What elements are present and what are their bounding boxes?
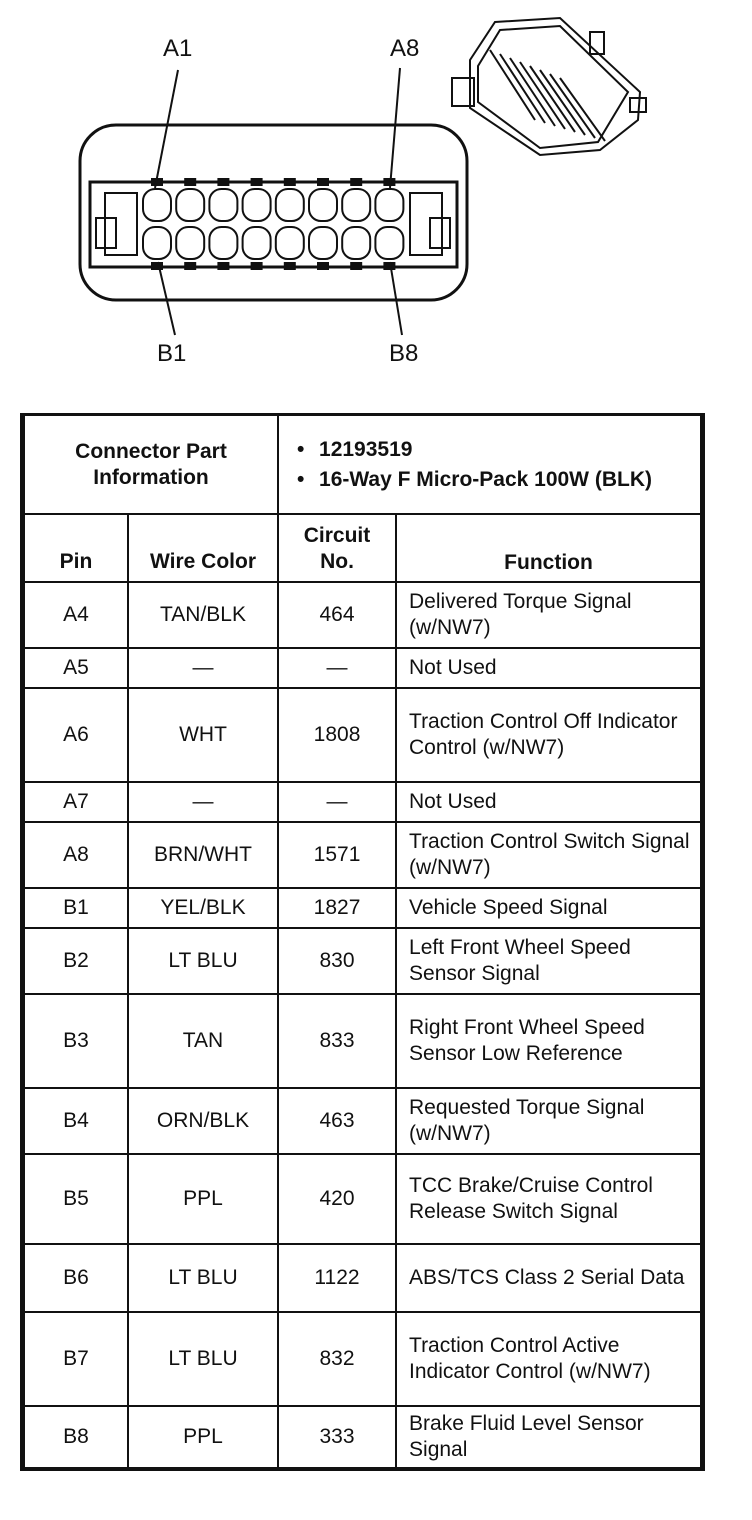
cavity-bottom-5 (276, 227, 304, 259)
latch-top-3 (217, 178, 229, 186)
pin-cell: A4 (24, 582, 128, 648)
function-cell: Vehicle Speed Signal (396, 888, 701, 928)
wire-color-cell: ORN/BLK (128, 1088, 278, 1154)
latch-bottom-5 (284, 262, 296, 270)
latch-top-5 (284, 178, 296, 186)
latch-top-4 (251, 178, 263, 186)
latch-bottom-7 (350, 262, 362, 270)
table-row (24, 928, 701, 994)
column-header-pin: Pin (24, 514, 128, 582)
circuit-no-cell: 1808 (278, 688, 396, 782)
cavity-top-1 (143, 189, 171, 221)
pin-label-a1: A1 (163, 35, 193, 62)
wire-color-cell: YEL/BLK (128, 888, 278, 928)
circuit-no-cell: 333 (278, 1406, 396, 1468)
pin-cell: B4 (24, 1088, 128, 1154)
cavity-top-7 (342, 189, 370, 221)
wire-color-cell: PPL (128, 1154, 278, 1244)
connector-part-info-values (278, 416, 701, 514)
function-cell: Brake Fluid Level Sensor Signal (396, 1406, 701, 1468)
circuit-no-cell: 1827 (278, 888, 396, 928)
wire-color-cell: PPL (128, 1406, 278, 1468)
function-cell: Right Front Wheel Speed Sensor Low Reference (396, 994, 701, 1088)
circuit-no-cell: 463 (278, 1088, 396, 1154)
pin-cell: A7 (24, 782, 128, 822)
circuit-no-cell: — (278, 648, 396, 688)
pin-cell: B6 (24, 1244, 128, 1312)
column-header-row (24, 514, 701, 582)
cavity-bottom-8 (375, 227, 403, 259)
connector-description: • 16-Way F Micro-Pack 100W (BLK) (319, 467, 692, 493)
circuit-no-cell: 830 (278, 928, 396, 994)
table-row (24, 1154, 701, 1244)
connector-diagram (0, 0, 752, 400)
latch-top-6 (317, 178, 329, 186)
pin-cell: B1 (24, 888, 128, 928)
cavity-top-2 (176, 189, 204, 221)
table-row (24, 648, 701, 688)
wire-color-cell: TAN/BLK (128, 582, 278, 648)
function-cell: Delivered Torque Signal (w/NW7) (396, 582, 701, 648)
cavity-top-8 (375, 189, 403, 221)
column-header-wire-color: Wire Color (128, 514, 278, 582)
cavity-bottom-3 (209, 227, 237, 259)
circuit-no-cell: — (278, 782, 396, 822)
pin-cell: A8 (24, 822, 128, 888)
wire-color-cell: TAN (128, 994, 278, 1088)
wire-color-cell: WHT (128, 688, 278, 782)
function-cell: Not Used (396, 782, 701, 822)
circuit-no-cell: 1571 (278, 822, 396, 888)
cavity-top-5 (276, 189, 304, 221)
function-cell: Traction Control Off Indicator Control (w/NW7) (396, 688, 701, 782)
cavity-bottom-1 (143, 227, 171, 259)
cavity-top-3 (209, 189, 237, 221)
wire-color-cell: — (128, 648, 278, 688)
latch-bottom-2 (184, 262, 196, 270)
table-row (24, 782, 701, 822)
table-row (24, 582, 701, 648)
pin-cell: A6 (24, 688, 128, 782)
latch-bottom-6 (317, 262, 329, 270)
table-row (24, 1088, 701, 1154)
function-cell: Requested Torque Signal (w/NW7) (396, 1088, 701, 1154)
latch-top-7 (350, 178, 362, 186)
connector-face-drawing (0, 0, 752, 400)
latch-bottom-4 (251, 262, 263, 270)
function-cell: ABS/TCS Class 2 Serial Data (396, 1244, 701, 1312)
pin-cell: B7 (24, 1312, 128, 1406)
cavity-top-4 (243, 189, 271, 221)
pin-label-a8: A8 (390, 35, 420, 62)
part-number: • 12193519 (319, 437, 692, 463)
function-cell: Traction Control Switch Signal (w/NW7) (396, 822, 701, 888)
table-row (24, 1312, 701, 1406)
table-row (24, 822, 701, 888)
wire-color-cell: BRN/WHT (128, 822, 278, 888)
cavity-top-6 (309, 189, 337, 221)
cavity-bottom-4 (243, 227, 271, 259)
column-header-circuit-no: Circuit No. (278, 514, 396, 582)
function-cell: TCC Brake/Cruise Control Release Switch Signal (396, 1154, 701, 1244)
connector-pinout-table (20, 413, 705, 1471)
wire-color-cell: — (128, 782, 278, 822)
pin-cell: B2 (24, 928, 128, 994)
pin-cell: B8 (24, 1406, 128, 1468)
function-cell: Not Used (396, 648, 701, 688)
table-row (24, 994, 701, 1088)
function-cell: Left Front Wheel Speed Sensor Signal (396, 928, 701, 994)
latch-top-2 (184, 178, 196, 186)
circuit-no-cell: 833 (278, 994, 396, 1088)
pin-cell: A5 (24, 648, 128, 688)
circuit-no-cell: 832 (278, 1312, 396, 1406)
latch-bottom-1 (151, 262, 163, 270)
connector-part-info-label: Connector Part Information (24, 416, 278, 514)
function-cell: Traction Control Active Indicator Control (w/NW7) (396, 1312, 701, 1406)
table-row (24, 888, 701, 928)
cavity-bottom-6 (309, 227, 337, 259)
column-header-function: Function (396, 514, 701, 582)
table-row (24, 1406, 701, 1468)
table-row (24, 1244, 701, 1312)
circuit-no-cell: 464 (278, 582, 396, 648)
circuit-no-cell: 1122 (278, 1244, 396, 1312)
latch-bottom-3 (217, 262, 229, 270)
connector-3d-sketch (452, 18, 646, 155)
wire-color-cell: LT BLU (128, 1312, 278, 1406)
cavity-bottom-7 (342, 227, 370, 259)
wire-color-cell: LT BLU (128, 1244, 278, 1312)
pin-label-b1: B1 (157, 340, 187, 367)
table-row (24, 688, 701, 782)
pin-label-b8: B8 (389, 340, 419, 367)
wire-color-cell: LT BLU (128, 928, 278, 994)
pin-cell: B3 (24, 994, 128, 1088)
cavity-bottom-2 (176, 227, 204, 259)
pin-cell: B5 (24, 1154, 128, 1244)
circuit-no-cell: 420 (278, 1154, 396, 1244)
